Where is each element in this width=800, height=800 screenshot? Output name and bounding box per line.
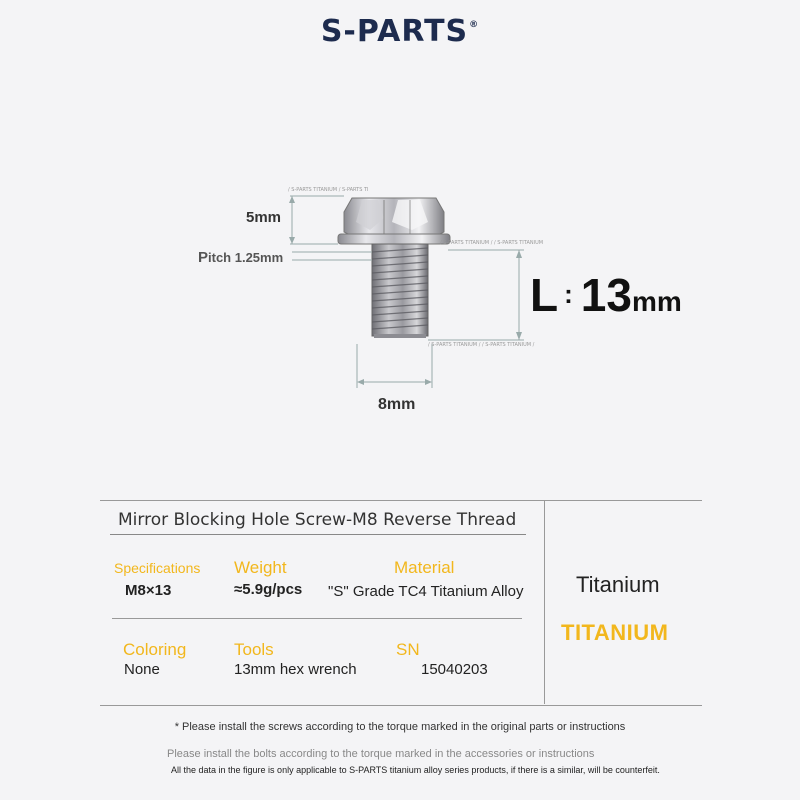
- length-value: 13: [580, 269, 632, 321]
- disclaimer-note: All the data in the figure is only applicable to S-PARTS titanium alloy series products, if there is a similar, will be counterfeit.: [171, 765, 660, 775]
- diameter-label: 8mm: [378, 396, 416, 413]
- specifications-label: Specifications: [114, 560, 201, 576]
- sn-label: SN: [396, 640, 420, 659]
- material-value: "S" Grade TC4 Titanium Alloy: [328, 583, 524, 600]
- length-letter: L: [530, 269, 559, 321]
- pitch-prefix: P: [198, 249, 209, 266]
- tools-label: Tools: [234, 640, 274, 659]
- pitch-label: [198, 249, 283, 266]
- tip-marking: / S-PARTS TITANIUM / / S-PARTS TITANIUM /: [428, 342, 535, 348]
- specifications-value: M8×13: [125, 582, 172, 599]
- head-marking: / S-PARTS TITANIUM / S-PARTS TI: [288, 187, 369, 193]
- tools-value: 13mm hex wrench: [234, 661, 357, 678]
- weight-label: Weight: [234, 558, 287, 577]
- spec-table: [100, 500, 702, 706]
- weight-value: ≈5.9g/pcs: [234, 581, 303, 598]
- registered-mark: ®: [469, 20, 480, 30]
- flange-marking: / S-PARTS TITANIUM / / S-PARTS TITANIUM: [440, 240, 544, 246]
- row-divider: [112, 618, 522, 619]
- length-colon: :: [564, 279, 573, 309]
- length-unit: mm: [631, 286, 682, 317]
- material-name-caps: TITANIUM: [561, 620, 669, 645]
- coloring-value: None: [124, 661, 160, 678]
- coloring-label: Coloring: [123, 640, 187, 659]
- title-underline: [110, 534, 526, 535]
- material-label: Material: [394, 558, 455, 577]
- screw-shank: [372, 244, 428, 338]
- sn-value: 15040203: [421, 661, 488, 678]
- pitch-value: itch 1.25mm: [208, 250, 284, 265]
- length-label: [530, 268, 682, 322]
- screw-head: [344, 198, 444, 236]
- screw-flange: [338, 234, 450, 244]
- head-height-label: 5mm: [246, 209, 282, 226]
- install-note: Please install the bolts according to the torque marked in the accessories or instructions: [167, 748, 595, 760]
- material-name: Titanium: [576, 572, 660, 597]
- product-title: Mirror Blocking Hole Screw-M8 Reverse Thread: [118, 510, 517, 530]
- table-divider: [544, 500, 545, 704]
- torque-note: * Please install the screws according to the torque marked in the original parts or instructions: [174, 721, 626, 733]
- brand-name: S-PARTS: [320, 14, 469, 49]
